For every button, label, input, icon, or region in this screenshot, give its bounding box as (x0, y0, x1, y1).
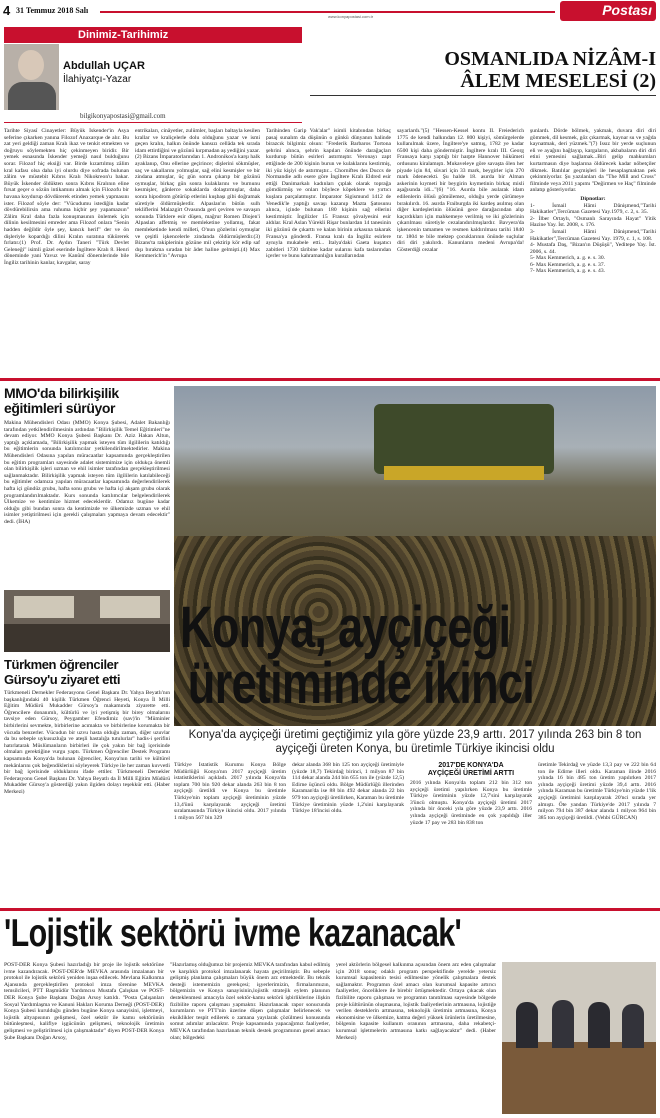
source-item: 2- İlber Ortaylı, "Osmanlı Sarayında Hayat" Yitik Hazine Yay. İst. 2008, s. 176. (530, 215, 656, 229)
author-role: İlahiyatçı-Yazar (63, 74, 132, 85)
lojistik-col-3: yerel aktörlerin bölgesel kalkınma açısından önem arz eden çalışmalar için 2018 sonuç odaklı program perspektifinde yerelde yetersiz kurumsal kapasitenin tesisi edilmesine yönelik çalışmalara destek sağlamaktır. Programın özel amacı olan kurumsal kapasite artırıcı faaliyetler, önceliklere ile birebir örtüşmektedir. Ortaya çıkacak olan fizibilite raporu çalışması ve programın tanıtılması sayesinde bölgede proje kültürünün oluşmasına, lojistik faaliyetlerinin artmasına, lojistiğe verilen desteklerin artmasına, teknolojik üretimin artmasına, Konya ekonomisine ve ülkemize, katma değeri yüksek ürünlerin üretilmesine, bölgenin kapasite kullanım oranının artmasına, daha rekabetçi-kurumsal işletmelerin artmasına katkı sağlayacaktır" dedi. (Haber Merkezi) (336, 962, 496, 1041)
title-rule (310, 95, 656, 96)
author-name: Abdullah UÇAR (63, 60, 145, 72)
harvester-icon (374, 404, 554, 474)
masthead-web: www.konyapostasi.com.tr (328, 14, 374, 19)
konya-box-body: 2016 yılında Konya'da toplam 212 bin 312 ton ayçiçeği üretimi yapılırken Konya bu üretimle Türkiye üretiminin yüzde 12,7'sini karşılayarak 3'üncü olmuştu. Konya'da ayçiçeği üretimi 2017 yılında bir önceki yıla göre yüzde 23,9 arttı. 2016 yılında ayçiçeği üretiminde en çok yapıldığı iller yüzde 17 pay ve 283 bin 838 ton (410, 780, 532, 826)
lojistik-headline: 'Lojistik sektörü ivme kazanacak' (4, 912, 462, 955)
lojistik-col-1: POST-DER Konya Şubesi hazırladığı bir proje ile lojistik sektörüne ivme kazandıracak. POST-DER'de MEVKA arasında imzalanan bir protokol ile lojistik sektörü yeniden inşaa edilecek. Mevlana Kalkınma Ajansında gerçekleştirilen protokol imza törenine MEVKA temsilcileri, PTT Başmüdür Yardımcısı Mustafa Çalışkan ve POST-DER Konya Şube Başkanı Doğan Arsoy katıldı. "Posta Çalışanları Sosyal Yardımlaşma ve Kanuni Hakları Koruma Derneği (POST-DER) Konya Şubesi kurulduğu günden bugüne Konya sanayisini, işletmeyi, lojistik altyapısının gelişmesi, özel sektör ile kamu sektörünün bütünleşmesi, kaliflye işgücünün gelişmesi, teknolojik üretimin gelişmesi ve geliştirilmesi için çalışmaktadır" diyen POST-DER Konya Şube Başkanı Doğan Arsoy, (4, 962, 164, 1041)
source-item: 4- Mustafa Daş, "Bizan'ın Düşüşü", Yeditepe Yay. İst. 2006, s. 44. (530, 242, 656, 255)
issue-date: 31 Temmuz 2018 Salı (16, 6, 89, 15)
source-item: 3- İsmail Hâmi Dânişmend,"Tarihi Hakikatler",Tercüman Gazetesi Yay. 1979, c. 1, s. 108. (530, 228, 656, 242)
column-col-2: entrikaları, cinâyetler, zulümler, başları baltayla kesilen krallar ve kraliçelerle dolu olduğunu yazar ve ismi geçen kralın, halkın önünde kansızı cellâda tek sırada idam ettirdiğini ve gözünü kırpmadan aş yediğini yazar.(2) Bizans İmparatorlarından 1. Andronikos'a karşı halk ayaklanıp, Onu ellerine geçirince; dişlerini sökmüşler, saç ve sakallarını yolmuşlar, sağ elini kesmişler ve bir zindana atmışlar, üç gün sonra çıkarıp bir gözünü oymuşlar, birkaç gün sonra kulaklarını ve burnunu kesmişler, gânlerce sokaklarda dolaştırmışlar, daha sonra hipodrom götürüp etlerini kuşbaşı gibi doğramak süretiyle öldürmüşlerdir. Alpaslan'ın bütün sulh tekliflerini Malazgirt Ovasında geri çeviren ve savaşın sonunda Türklere esir düşen, mağrur Romen Diojen'i Alpaslan affetmiş ve memleketine yollamış, fakat memleketinde kendi milleti, O'nun gözlerini oymuşlar ve çeşitli işkencelerle zindanda öldürmüşlerdir.(3) Bizans'ta rakiplerinin gözüne mil çektirip kör edip saf dışı bırakma sıradan bir âdet haline gelmişti.(4) Max Kemmerich'in "Avrupa (135, 128, 260, 260)
konya-box-title: 2017'DE KONYA'DA AYÇİÇEĞİ ÜRETİMİ ARTTI (427, 762, 515, 777)
section-banner (4, 27, 302, 43)
konya-col-4: üretimle Tekirdağ ve yüzde 13,3 pay ve 222 bin 64 ton ile Edirne illeri oldu. Karaman ilinde 2016 yılında 16 bin 485 ton üretim yapılırken 2017 yılında ayçiçeği üretimi yüzde 39,4 arttı. 2016 yılında Karaman bu üretimle Türkiye'nin yüzde 1'lik ayçiçeği üretimini karşılayarak 20'nci sırada yer almıştı. Öte yandan Türkiye'de 2017 yılında 7 milyon 794 bin 387 dekar alanda 1 milyon 964 bin 385 ton ayçiçeği üretildi. (Vehbi GÜRCAN) (538, 762, 656, 821)
source-item: 7- Max Kemmerich, a. g. e. s. 43. (530, 268, 606, 275)
masthead-rule (100, 11, 555, 13)
mmo-headline: MMO'da bilirkişilik eğitimleri sürüyor (4, 385, 119, 416)
turkmen-headline: Türkmen öğrenciler Gürsoy'u ziyaret etti (4, 657, 121, 687)
section-title: Dinimiz-Tarihimiz (78, 29, 169, 41)
konya-box (410, 762, 532, 902)
source-item: 6- Max Kemmerich, a. g. e. s. 37. (530, 261, 606, 268)
email-rule (4, 122, 302, 123)
masthead (0, 0, 660, 22)
column-col-4: sayarlardı."(5) "Hessen-Kessel kontu II. Freiederich 1775 de kendi halkından 12. 800 kişiyi, sömürgelerde kullanılmak üzere, İngiltere'ye satmış, 1782 ye kadar 6500 kişi daha göndermiştir. İngiltere kralı III. Georg Fransaya karşı yaptığı bir harpte Hannover hükümeti ordusunu kiralamıştı. Mukaveleye göre savaşta ölen her piyade için 84, süvari için 33 mark, beygirler için 270 mark ödenecekti. Şu halde 18. asırda bir Alman askerinin kıymeti bir beygirin kıymetinin birkaç misli aşağısında idi..."(6) "16. Asırda bile asılarak idam edilenlerin ölüsü gömülemez, olduğu yerde çürümeye bırakılırdı. 16. asırda Fraiburgda iki kardeş asılmış olan diğer kardeşlerinin ölüsünü gece darağacından alıp kaçırdıkları için mahkemeye verilmiş ve iki gözlerinin çıkarılması süretiyle cezalandırılmışlardır. Bavyera'da işkencenin tamamen ve resmen kaldırılması tarihi 1840 tır. 1804 te bile mektep çocuklarının önünde suçlular diri diri yakılırdı. Kanunların medeni Avrupa'da! Gösterdiği cezalar (397, 128, 524, 253)
lojistik-top-rule (0, 908, 660, 911)
source-item: 1- İsmail Hâmi Dânişmend,"Tarihi Hakikatler",Tercüman Gazetesi Yay.1979, c. 2, s. 35. (530, 202, 656, 216)
column-bottom-rule (0, 378, 660, 381)
sources-title: Dipnotlar: (580, 195, 606, 202)
lojistik-photo (502, 962, 656, 1114)
konya-headline: Konya, ayçiçeği üretiminde ikinci (180, 595, 535, 716)
konya-col-2: dekar alanda 368 bin 125 ton ayçiçeği üretimiyle (yüzde 18,7) Tekirdağ birinci, 1 milyon 87 bin 114 dekar alanda 244 bin 655 ton ile (yüzde 12,5) Edirne üçüncü oldu. Bölge Müdürlüğü illerinden Karaman'da ise 88 bin 492 dekar alanda 22 bin 979 ton ayçiçeği üretilirken, Karaman bu üretimle Türkiye üretiminin yüzde 1,2'sini karşılayarak Türkiye 18'incisi oldu. (292, 762, 404, 815)
mmo-body: Makina Mühendisleri Odası (MMO) Konya Şubesi, Adalet Bakanlığı tarafından yetkilendirilmesinin ardından "Bilirkişilik Temel Eğitimleri"ne devam ediyor. MMO Konya Şubesi Başkanı Dr. Aziz Hakan Altun, yaptığı açıklamada, "Bilirkişilik yapmak isteyen tüm ilgililerin katıldığı bu eğitimlerin sonunda katılımcılar yetkilendirilmektedirler. Makina Mühendisleri Odasına yapılan müracaatlar kapsamında gerçekleştirilen bu eğitim programları sayesinde adalet sistemimize için oldukça önemli olan bilirkişilik işleri uzman ve ehil isimler tarafından gerçekleştirilmesi sağlanmaktadır. Bilirkişilik yapmak isteyen tüm ilgililerin katılabileceği bu eğitimler odamıza yapılan müracaatlar kapsamında değerlendirilerek hafta içi gündüz grubu, hafta sonu grubu ve hafta içi akşam grubu olarak programlandırılmaktadır. Kurs sonunda katılımcılar belgelendirilerek Ülkemize ve kentimize hizmet edeceklerdir. Odamız bugüne kadar olduğu gibi bundan sonra da kentimizde ve ülkemizde uzman ve ehil isimler yetiştirilmesi için gerekli çalışmaları yapmaya devam edecektir" dedi. (İHA) (4, 420, 170, 525)
turkmen-body: Türkmeneli Dernekler Federasyonu Genel Başkanı Dr. Yahya Beyatlı'nın başkanlığındaki 40 kişilik Türkmen Öğrenci Heyeti, Konya İl Milli Eğitim Müdürü Mukadder Gürsoy'a makamında ziyarette etti. Öğrencilere donanımlı, kültürlü ve iyi yetişmiş bir birey olmalarını tavsiye eden Gürsoy, Peygamber Efendimiz (sav)'in "Müminler birbirlerini sevmekte, birbirlerine acımakta ve birbirlerine korumakta bir vücuda benzerler. Vücudun bir uzvu hasta olduğu zaman, diğer uzuvlar da bu sebeple uykusuzluğa ve ateşli hastalığa tutulurlar" hadis-i şerifini hatırlatarak Müslümanların birbirleri ile çok yakın bir bağ içerisinde olmaları gerektiğine vurgu yaptı. Türkmen Öğrenciler Destek Programı kapsamında Konya'da bulunan öğrenciler, Konya'nın tarihi ve kültürel mekânlarını çok beğendiklerini söyleyerek Türkiye ile her zaman kuvvetli bir bağ içerisinde olduklarını ifade ettiler. Türkmeneli Dernekler Federasyonu Genel Başkanı Dr. Yahya Beyatlı da İl Milli Eğitim Müdürü Mukadder Gürsoy'a gösterdiği yakın ilgiden dolayı teşekkür etti. (Haber Merkezi) (4, 690, 170, 795)
source-item: 5- Max Kemmerich, a. g. e. s. 30. (530, 255, 606, 262)
paper-logo: Postası (560, 1, 656, 21)
column-col-5 (530, 128, 656, 368)
page-number: 4 (3, 3, 11, 18)
column-col-5-body: şunlardı. Dörde bölmek, yakmak, duvara diri diri gömmek, dil kesmek, göz çıkarmak, kaynar su ve yağda kaynatmak, deri yüzmek."(7) Issız bir yerde suçlunun eli ve ayağını bağlayıp, kargaların, akbabaların diri diri etini yemesini sağlamak...Biri gelip mahkumları kurtarmasın diye başlarına öldürecek kadar nöbetçiler dikmek. Batılılar geçmişleri ile hesaplaşmaktan pek çekinmiyorlar. Şu yazılanları da "The Mill and Cross" filminde veya 2011 yapımı "Değirmen ve Haç" filminde anlatıp gösteriyorlar. (530, 128, 656, 194)
konya-deck: Konya'da ayçiçeği üretimi geçtiğimiz yıla göre yüzde 23,9 arttı. 2017 yılında 263 bin 8 ton ayçiçeği üreten Konya, bu üretimle Türkiye ikincisi oldu (188, 729, 642, 755)
author-email[interactable]: bilgikonyapostasi@gmail.com (80, 112, 166, 120)
author-photo (4, 44, 59, 110)
mmo-photo (4, 590, 170, 652)
column-col-3: Tarihinden Garip Vak'alar" isimli kitabından birkaç pasaj sunalım da düşünün o günkü dünyanın halinde birazcık bilgimiz olsun: "Frederik Barbaros Tortona şehrini alınca, şehrin kapıları önünde darağaçları kurdurup bütün esirleri astırmıştır. Veronayı zapt ettiğinde de 200 kişinin burun ve kulaklarını kestirmiş, iki yüz kişiyi de astırmıştır... Chorniftes des Duccs de Normandie adlı esere göre İngiltere Kralı Eldred esir ettiği Danimarkalı kadınları çıplak olarak toprağa gömdürmüş ve onları böylece köpeklere ve yırtıcı kuşlara parçalatmıştır. İmparator Sigismund 1412 de Venedik'le yaptığı savaşı kazanıp Mazta Şatosunu alınca, içinde bulunan 180 kişinin sağ ellerini kestirmiştir. İngilizler 15 Fransız şövalyesini esir aldılar. Kral Aslan Yürekli Rişar bunlardan 14 tanesinin iki gözünü de çıkarttı ve kalan birinin arkasına takarak Fransa'ya gönderdi. Fransa kralı da İngiliz esirlere aynıyla mukabele etti... Italya'daki Gaeta kuşatıcı zabitleri 1730 târibine kadar sularını kafa taslarından içerler ve bunu kahramanlığın kurallarından (266, 128, 391, 260)
column-col-1: Tarihte Siyasî Cinayetler: Büyük İskender'in Asya seferine çıkarken yanına Filozof Anaxarque de alır. Bu zat yeri geldiği zaman Kralı ikaz ve tenkit etmekten ve doğruyu söylemekten hiç çekinmeyen biridir. Bir yemek esnasında İskender yemeği nasıl bulduğunu sorar. Filozof hiç eksiği var. Birde kızartılmış zâlim kral kafası olsa daha iyi olurdu diye sofrada bulunan zâlim ve müstebit Kıbrıs Kralı Nikokreon'u bakar. Büyük İskender öldükten sonra Kıbrıs Kralının eline fırsat geçer o sözün intikamını almak için Filozofu bir havana koydurup dövdürerek etinden yemek yapmasını ister. Filozof söyle der: "Vücudumu istediğin kadar dövdürebilirsin ama ruhuma hiçbir şey yapamazsın" Zâlim Kral daha fazla konuşmasının önlemek için dilinin kesilmesini emreder ama Filozof onlara "Senin hadden değildir öyle şey, kancık herif" der ve ön dişleriyle kopardığı dilini Kralın suratına tükürerek fırlatır.(1) Prof. Dr. Aydın Taneri "Türk Devlet Geleneği" isimli güzel eserinde İngiltere Kralı 8. Henri döneminde yani Yavuz ve Kanûnî dönemlerinde bile İngiliz tarihinin kanlar, kavgalar, saray (4, 128, 129, 266)
column-title: OSMANLIDA NİZÂM-I ÂLEM MESELESİ (2) (444, 48, 656, 92)
lojistik-col-2: "Hazırlamış olduğumuz bir projemiz MEVKA tarafından kabul edilmiş ve karşılıklı protokol imzalanarak hayata geçirilmiştir. Bu sebeple gelişmiş planlama çalışmaları büyük önem arz etmektedir. Bu teknik desteği istememizin gerekçesi; işyerlerimizin, firmalarımızın, bölgemizin ve Konya sanayisinin,lojistik stratejik eylem planının desteklenmesi amacıyla özel sektör-kamu sektörü işbirliklerine ilişkin fizibilite raporu çalışması yapmaktır. Hazırlanacak rapor sonucunda kurumların ve PTT'nin üzerine düşen çalışmalar belirlenecek ve eksiklikler tespit edilerek o zamana yayılarak çözülmesi konusunda somut adımlar atılacaktır. Proje kapsamında yapacağımız faaliyetler, MEVKA tarafından hazırlanan teknik destek programının genel amacı olan; bölgedeki (170, 962, 330, 1041)
konya-col-1: Türkiye İstatistik Kurumu Konya Bölge Müdürlüğü Konya'nın 2017 ayçiçeği üretim istatistiklerini açıkladı. 2017 yılında Konya'da toplam 700 bin 920 dekar alanda 263 bin 8 ton ayçiçeği üretildi ve Konya bu üretimle Türkiye'nin toplam ayçiçeği üretiminin yüzde 13,4'ünü karşılayarak ayçiçeği üretimi sıralamasında Türkiye ikincisi oldu. 2017 yılında 1 milyon 567 bin 329 (174, 762, 286, 821)
